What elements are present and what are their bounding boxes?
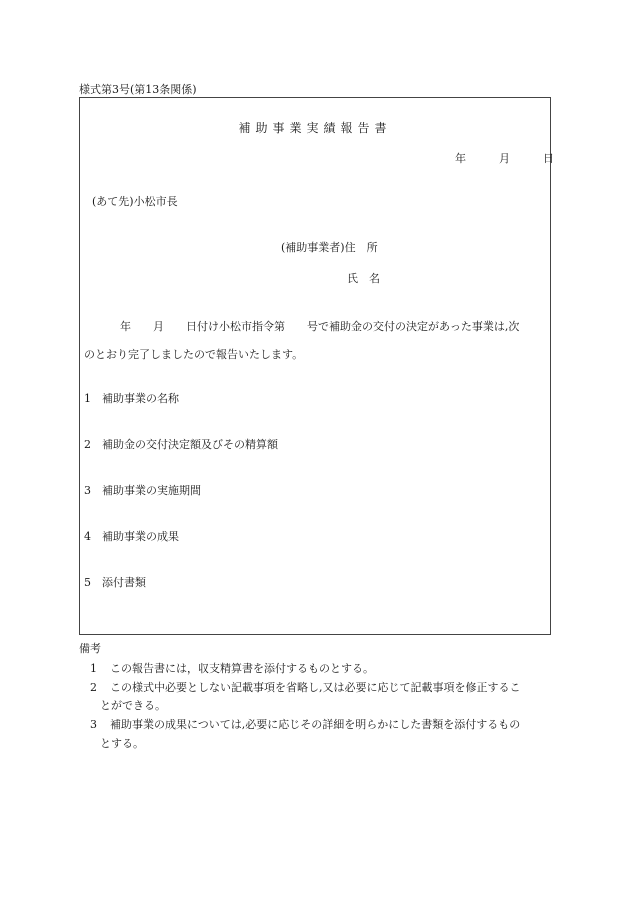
list-item (84, 482, 201, 498)
item-label: 補助事業の名称 (102, 392, 179, 405)
item-label: 補助金の交付決定額及びその精算額 (102, 438, 278, 451)
item-label: 添付書類 (102, 576, 146, 589)
note-item (90, 716, 520, 732)
note-item (90, 679, 521, 695)
date-day-label: 日 (543, 152, 554, 165)
body-text-line1: 年 月 日付け小松市指令第 号で補助金の交付の決定があった事業は,次 (120, 320, 520, 333)
item-label: 補助事業の実施期間 (102, 484, 201, 497)
notes-heading: 備考 (79, 642, 101, 655)
item-number: 2 (84, 438, 91, 451)
note-number: 3 (90, 718, 97, 731)
note-number: 2 (90, 681, 97, 694)
form-label: 様式第3号(第13条関係) (79, 83, 197, 96)
note-text-continued: とができる。 (100, 699, 166, 712)
item-number: 4 (84, 530, 91, 543)
applicant-name-label: 氏 名 (347, 272, 380, 285)
date-row (455, 150, 554, 166)
note-number: 1 (90, 662, 97, 675)
report-frame (79, 97, 551, 635)
note-text: 補助事業の成果については,必要に応じその詳細を明らかにした書類を添付するもの (110, 718, 521, 731)
note-text: この報告書には，収支精算書を添付するものとする。 (110, 662, 374, 675)
item-number: 3 (84, 484, 91, 497)
applicant-address-label: (補助事業者)住 所 (281, 241, 378, 254)
note-text-continued: とする。 (100, 737, 144, 750)
item-number: 1 (84, 392, 91, 405)
list-item (84, 528, 179, 544)
document-title: 補助事業実績報告書 (238, 121, 392, 135)
note-text: この様式中必要としない記載事項を省略し,又は必要に応じて記載事項を修正するこ (110, 681, 521, 694)
date-year-label: 年 (455, 152, 466, 165)
list-item (84, 390, 179, 406)
item-label: 補助事業の成果 (102, 530, 179, 543)
list-item (84, 574, 146, 590)
item-number: 5 (84, 576, 91, 589)
date-month-label: 月 (499, 152, 510, 165)
list-item (84, 436, 278, 452)
note-item (90, 660, 374, 676)
addressee: (あて先)小松市長 (92, 195, 178, 208)
body-text-line2: のとおり完了しましたので報告いたします。 (84, 348, 304, 361)
